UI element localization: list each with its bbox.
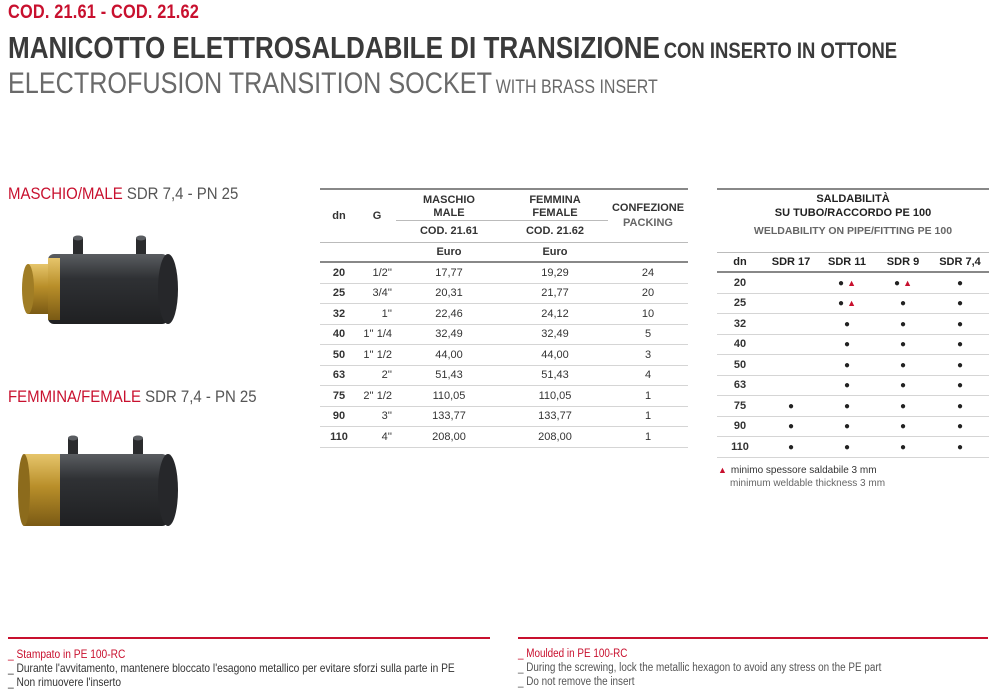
price-cell-g: 2'' 1/2 bbox=[358, 386, 396, 407]
col-male-en: MALE bbox=[396, 206, 502, 220]
weld-cell-mark bbox=[875, 375, 931, 396]
dot-icon: ● bbox=[894, 277, 901, 289]
weld-cell-mark bbox=[875, 272, 931, 293]
weld-col-dn: dn bbox=[733, 255, 747, 268]
footer-it-1: _ Stampato in PE 100-RC bbox=[8, 647, 126, 661]
dot-icon: ● bbox=[956, 318, 964, 330]
triangle-icon: ▲ bbox=[903, 277, 912, 288]
weld-cell-mark bbox=[763, 293, 819, 314]
price-cell-g: 1'' bbox=[358, 304, 396, 325]
male-label-gray: SDR 7,4 - PN 25 bbox=[126, 184, 239, 203]
col-female-currency: Euro bbox=[542, 245, 568, 258]
weld-cell-mark bbox=[819, 355, 875, 376]
price-cell-pack: 5 bbox=[608, 324, 688, 345]
weld-cell-mark bbox=[931, 355, 989, 376]
triangle-icon: ▲ bbox=[847, 277, 856, 288]
weld-cell-mark bbox=[819, 314, 875, 335]
weld-cell-mark bbox=[931, 334, 989, 355]
weld-cell-mark bbox=[819, 375, 875, 396]
weld-cell-mark bbox=[763, 437, 819, 458]
weld-cell-mark bbox=[931, 396, 989, 417]
title-italian-sub: CON INSERTO IN OTTONE bbox=[663, 38, 898, 63]
footer-en-2: _ During the screwing, lock the metallic hexagon to avoid any stress on the PE part bbox=[518, 662, 882, 674]
col-male-code: COD. 21.61 bbox=[419, 225, 479, 237]
dot-icon: ● bbox=[843, 441, 851, 453]
weld-cell-mark bbox=[931, 416, 989, 437]
weld-cell-mark bbox=[931, 375, 989, 396]
price-cell-male: 208,00 bbox=[396, 427, 502, 448]
price-cell-dn: 25 bbox=[320, 283, 358, 304]
table-row bbox=[320, 304, 688, 325]
dot-icon: ● bbox=[899, 400, 907, 412]
price-cell-g: 1'' 1/2 bbox=[358, 345, 396, 366]
footer-notes-english bbox=[518, 647, 941, 689]
weld-cell-mark bbox=[819, 437, 875, 458]
weld-cell-mark bbox=[875, 293, 931, 314]
weld-cell-mark bbox=[819, 416, 875, 437]
dot-icon: ● bbox=[899, 298, 907, 310]
title-english-main: ELECTROFUSION TRANSITION SOCKET bbox=[8, 67, 492, 100]
dot-icon: ● bbox=[843, 359, 851, 371]
price-cell-male: 51,43 bbox=[396, 365, 502, 386]
table-row bbox=[717, 355, 989, 376]
title-english bbox=[8, 67, 658, 101]
table-row bbox=[320, 427, 688, 448]
dot-icon: ● bbox=[787, 441, 795, 453]
table-row bbox=[717, 272, 989, 293]
price-cell-female: 44,00 bbox=[502, 345, 608, 366]
weld-cell-mark bbox=[819, 293, 875, 314]
legend-line-it bbox=[718, 465, 885, 476]
footer-it-3: _ Non rimuovere l'inserto bbox=[8, 675, 122, 689]
dot-icon: ● bbox=[956, 298, 964, 310]
price-cell-male: 17,77 bbox=[396, 262, 502, 283]
table-row bbox=[717, 437, 989, 458]
dot-icon: ● bbox=[787, 421, 795, 433]
price-cell-female: 133,77 bbox=[502, 406, 608, 427]
price-cell-female: 110,05 bbox=[502, 386, 608, 407]
weld-cell-mark bbox=[875, 396, 931, 417]
table-row bbox=[320, 365, 688, 386]
weld-cell-mark bbox=[763, 272, 819, 293]
dot-icon: ● bbox=[899, 380, 907, 392]
female-label-red: FEMMINA/FEMALE bbox=[8, 387, 141, 406]
dot-icon: ● bbox=[956, 441, 964, 453]
price-cell-female: 24,12 bbox=[502, 304, 608, 325]
title-english-sub: WITH BRASS INSERT bbox=[495, 77, 658, 98]
col-female-it: FEMMINA bbox=[529, 194, 581, 206]
price-cell-dn: 32 bbox=[320, 304, 358, 325]
table-row bbox=[717, 293, 989, 314]
price-cell-male: 44,00 bbox=[396, 345, 502, 366]
weld-cell-mark bbox=[763, 334, 819, 355]
price-cell-dn: 75 bbox=[320, 386, 358, 407]
weld-cell-dn: 110 bbox=[717, 437, 763, 458]
col-packing-it: CONFEZIONE bbox=[611, 201, 685, 214]
weld-cell-mark bbox=[819, 396, 875, 417]
footer-rule-right bbox=[518, 637, 988, 639]
weld-cell-mark bbox=[875, 355, 931, 376]
weld-cell-mark bbox=[875, 416, 931, 437]
dot-icon: ● bbox=[843, 400, 851, 412]
weld-col-sdr74: SDR 7,4 bbox=[939, 255, 981, 268]
male-socket-image bbox=[18, 230, 188, 345]
dot-icon: ● bbox=[899, 359, 907, 371]
col-male-currency: Euro bbox=[436, 245, 462, 258]
table-row bbox=[717, 314, 989, 335]
weld-title-it bbox=[717, 190, 989, 220]
price-cell-g: 2'' bbox=[358, 365, 396, 386]
weld-cell-mark bbox=[875, 334, 931, 355]
female-socket-image bbox=[18, 428, 188, 543]
triangle-icon: ▲ bbox=[718, 465, 727, 475]
price-cell-male: 22,46 bbox=[396, 304, 502, 325]
price-cell-pack: 1 bbox=[608, 427, 688, 448]
dot-icon: ● bbox=[956, 400, 964, 412]
col-female-en: FEMALE bbox=[502, 206, 608, 220]
price-cell-dn: 40 bbox=[320, 324, 358, 345]
table-row bbox=[320, 345, 688, 366]
col-dn-header: dn bbox=[332, 209, 346, 222]
price-cell-g: 4'' bbox=[358, 427, 396, 448]
legend-text-it: minimo spessore saldabile 3 mm bbox=[730, 465, 877, 476]
price-cell-g: 3'' bbox=[358, 406, 396, 427]
weld-cell-dn: 90 bbox=[717, 416, 763, 437]
dot-icon: ● bbox=[838, 277, 845, 289]
weld-cell-mark bbox=[931, 272, 989, 293]
table-row bbox=[320, 386, 688, 407]
dot-icon: ● bbox=[956, 421, 964, 433]
price-cell-g: 1'' 1/4 bbox=[358, 324, 396, 345]
dot-icon: ● bbox=[956, 339, 964, 351]
price-cell-pack: 20 bbox=[608, 283, 688, 304]
male-section-label bbox=[8, 184, 238, 204]
price-cell-dn: 90 bbox=[320, 406, 358, 427]
price-cell-g: 3/4'' bbox=[358, 283, 396, 304]
table-row bbox=[320, 406, 688, 427]
table-row bbox=[717, 375, 989, 396]
weld-col-sdr11: SDR 11 bbox=[828, 255, 866, 268]
weld-cell-mark bbox=[763, 416, 819, 437]
dot-icon: ● bbox=[838, 298, 845, 310]
price-cell-dn: 20 bbox=[320, 262, 358, 283]
weld-title-it-2: SU TUBO/RACCORDO PE 100 bbox=[774, 207, 932, 219]
weld-cell-mark bbox=[763, 396, 819, 417]
table-row bbox=[320, 324, 688, 345]
dot-icon: ● bbox=[956, 380, 964, 392]
dot-icon: ● bbox=[899, 441, 907, 453]
title-italian bbox=[8, 30, 897, 66]
weld-cell-mark bbox=[875, 314, 931, 335]
footer-rule-left bbox=[8, 637, 490, 639]
dot-icon: ● bbox=[843, 380, 851, 392]
table-row bbox=[717, 396, 989, 417]
weld-cell-dn: 32 bbox=[717, 314, 763, 335]
weld-cell-dn: 20 bbox=[717, 272, 763, 293]
dot-icon: ● bbox=[843, 339, 851, 351]
price-cell-g: 1/2'' bbox=[358, 262, 396, 283]
dot-icon: ● bbox=[899, 339, 907, 351]
price-cell-male: 110,05 bbox=[396, 386, 502, 407]
price-cell-female: 19,29 bbox=[502, 262, 608, 283]
footer-it-2: _ Durante l'avvitamento, mantenere bloccato l'esagono metallico per evitare sforzi sulla parte in PE bbox=[8, 661, 455, 675]
weld-cell-mark bbox=[931, 293, 989, 314]
table-row bbox=[717, 416, 989, 437]
table-row bbox=[320, 262, 688, 283]
dot-icon: ● bbox=[787, 400, 795, 412]
price-cell-male: 133,77 bbox=[396, 406, 502, 427]
weldability-table bbox=[717, 190, 989, 458]
weld-cell-dn: 50 bbox=[717, 355, 763, 376]
title-italian-main: MANICOTTO ELETTROSALDABILE DI TRANSIZIONE bbox=[8, 30, 660, 65]
weld-legend bbox=[718, 465, 885, 489]
product-codes: COD. 21.61 - COD. 21.62 bbox=[8, 2, 200, 23]
price-cell-pack: 1 bbox=[608, 406, 688, 427]
weld-cell-mark bbox=[763, 375, 819, 396]
weld-title-it-1: SALDABILITÀ bbox=[816, 193, 890, 205]
weld-cell-dn: 63 bbox=[717, 375, 763, 396]
price-cell-dn: 63 bbox=[320, 365, 358, 386]
weld-title-en: WELDABILITY ON PIPE/FITTING PE 100 bbox=[753, 225, 953, 237]
footer-en-1: _ Moulded in PE 100-RC bbox=[518, 648, 628, 660]
legend-text-en: minimum weldable thickness 3 mm bbox=[730, 478, 886, 489]
col-packing-header bbox=[608, 190, 688, 242]
price-cell-pack: 3 bbox=[608, 345, 688, 366]
col-female-code: COD. 21.62 bbox=[525, 225, 585, 237]
weld-cell-mark bbox=[875, 437, 931, 458]
triangle-icon: ▲ bbox=[847, 298, 856, 309]
footer-notes-italian bbox=[8, 647, 534, 689]
price-cell-pack: 1 bbox=[608, 386, 688, 407]
dot-icon: ● bbox=[843, 318, 851, 330]
weld-cell-mark bbox=[763, 314, 819, 335]
male-label-red: MASCHIO/MALE bbox=[8, 184, 123, 203]
female-section-label bbox=[8, 387, 257, 407]
dot-icon: ● bbox=[899, 318, 907, 330]
weld-cell-mark bbox=[931, 437, 989, 458]
table-row bbox=[717, 334, 989, 355]
price-cell-dn: 110 bbox=[320, 427, 358, 448]
price-cell-pack: 10 bbox=[608, 304, 688, 325]
price-cell-dn: 50 bbox=[320, 345, 358, 366]
price-table bbox=[320, 190, 688, 448]
price-cell-female: 21,77 bbox=[502, 283, 608, 304]
price-cell-female: 32,49 bbox=[502, 324, 608, 345]
weld-cell-dn: 75 bbox=[717, 396, 763, 417]
female-label-gray: SDR 7,4 - PN 25 bbox=[145, 387, 257, 406]
footer-en-3: _ Do not remove the insert bbox=[518, 676, 635, 688]
weld-cell-mark bbox=[819, 334, 875, 355]
price-cell-male: 20,31 bbox=[396, 283, 502, 304]
weld-cell-mark bbox=[763, 355, 819, 376]
table-row bbox=[320, 283, 688, 304]
col-g-header: G bbox=[372, 209, 382, 222]
price-cell-female: 51,43 bbox=[502, 365, 608, 386]
col-packing-en: PACKING bbox=[623, 216, 673, 229]
weld-col-sdr17: SDR 17 bbox=[771, 255, 811, 268]
weld-cell-dn: 25 bbox=[717, 293, 763, 314]
dot-icon: ● bbox=[899, 421, 907, 433]
col-male-it: MASCHIO bbox=[423, 194, 475, 206]
weld-cell-dn: 40 bbox=[717, 334, 763, 355]
weld-cell-mark bbox=[931, 314, 989, 335]
weld-cell-mark bbox=[819, 272, 875, 293]
weld-col-sdr9: SDR 9 bbox=[886, 255, 920, 268]
price-cell-pack: 24 bbox=[608, 262, 688, 283]
dot-icon: ● bbox=[843, 421, 851, 433]
price-cell-female: 208,00 bbox=[502, 427, 608, 448]
price-cell-male: 32,49 bbox=[396, 324, 502, 345]
dot-icon: ● bbox=[956, 277, 964, 289]
price-cell-pack: 4 bbox=[608, 365, 688, 386]
dot-icon: ● bbox=[956, 359, 964, 371]
